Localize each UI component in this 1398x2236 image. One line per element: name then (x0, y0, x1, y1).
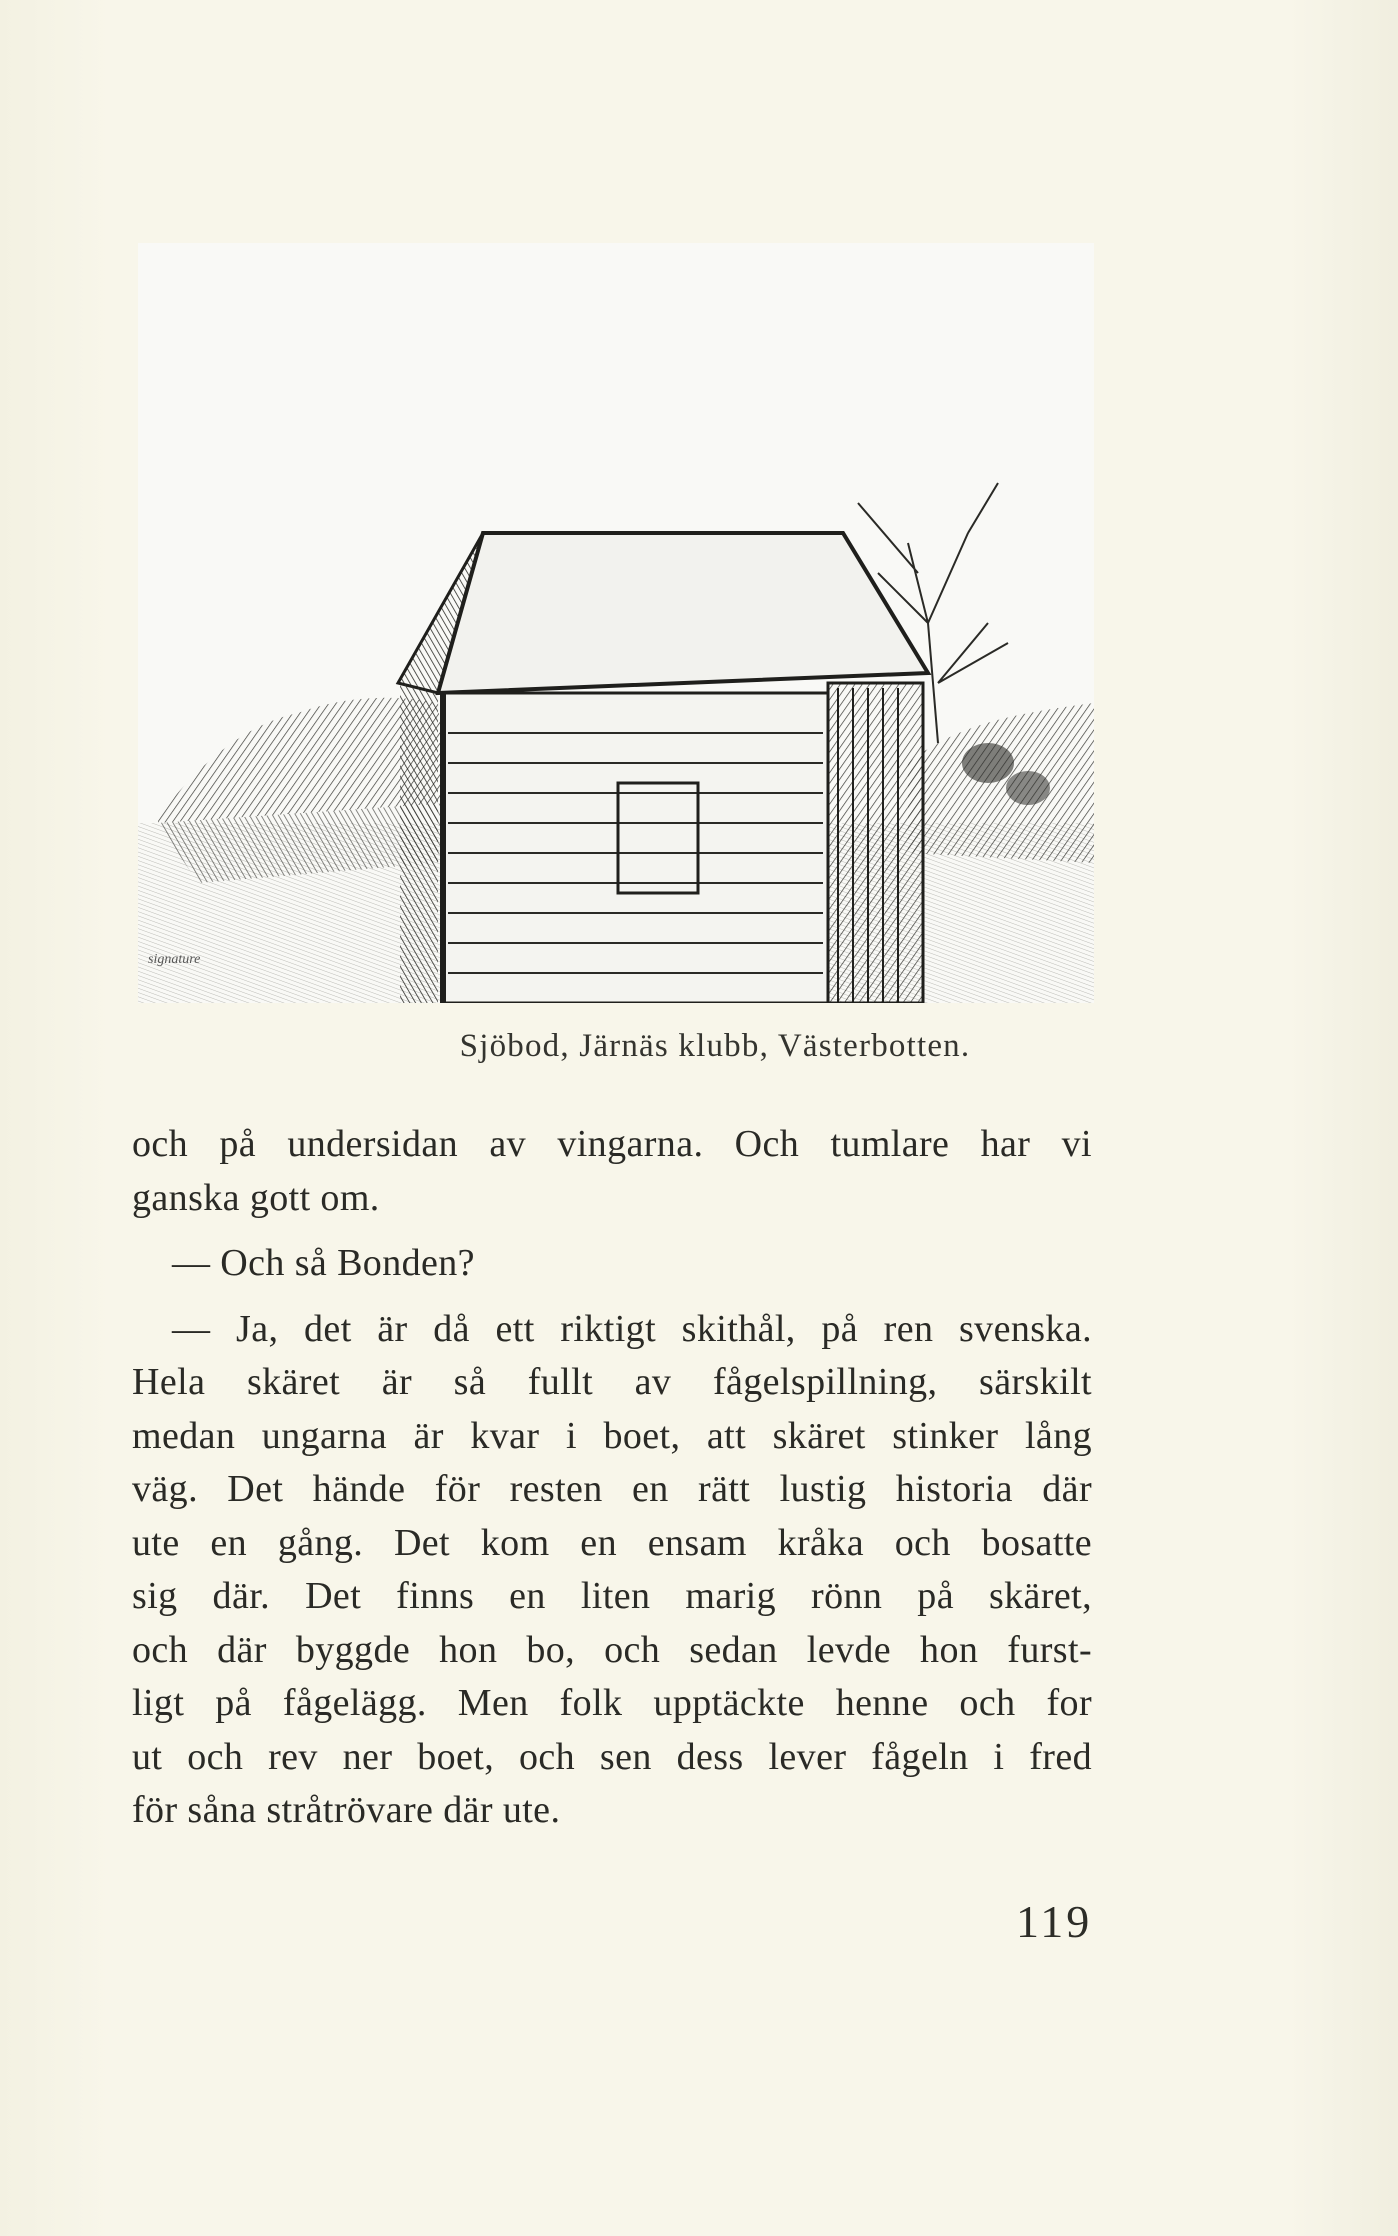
figure-caption-text: Sjöbod, Järnäs klubb, Västerbotten. (459, 1028, 971, 1064)
text-line: väg. Det hände för resten en rätt lustig historia där (132, 1468, 1092, 1510)
text-line: och på undersidan av vingarna. Och tumlare har vi (132, 1123, 1092, 1165)
page-number: 119 (1016, 1896, 1093, 1947)
text-line: för såna stråtrövare där ute. (132, 1789, 561, 1831)
text-line: sig där. Det finns en liten marig rönn på skäret, (132, 1575, 1092, 1617)
boathouse-illustration (138, 243, 1094, 1003)
text-line: ut och rev ner boet, och sen dess lever fågeln i fred (132, 1735, 1092, 1778)
text-line: ligt på fågelägg. Men folk upptäckte henne och for (132, 1682, 1092, 1724)
boathouse-drawing (138, 243, 1094, 1003)
figure-caption (0, 1028, 1398, 1065)
text-line: — Och så Bonden? (172, 1242, 475, 1284)
svg-text:signature: signature (148, 952, 201, 967)
text-line: Hela skäret är så fullt av fågelspillning, särskilt (132, 1361, 1092, 1403)
text-line: ute en gång. Det kom en ensam kråka och bosatte (132, 1521, 1092, 1564)
text-line: medan ungarna är kvar i boet, att skäret stinker lång (132, 1414, 1092, 1457)
text-line: och där byggde hon bo, och sedan levde hon furst- (132, 1628, 1092, 1671)
text-line: — Ja, det är då ett riktigt skithål, på ren svenska. (172, 1307, 1092, 1350)
text-line: ganska gott om. (132, 1176, 380, 1219)
body-text (132, 1118, 1092, 1838)
